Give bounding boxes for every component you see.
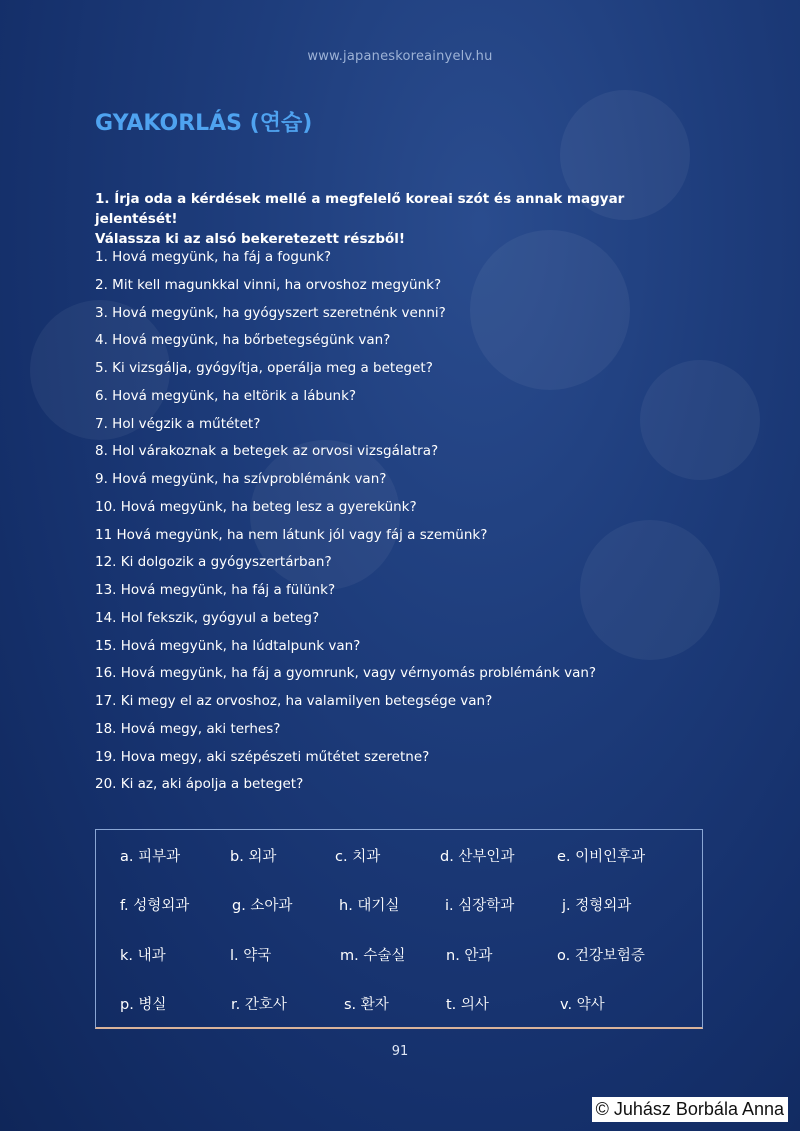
answer-option: e. 이비인후과 [557, 849, 646, 865]
answer-option: j. 정형외과 [562, 898, 632, 914]
question-item: 19. Hova megy, aki szépészeti műtétet szeretne? [95, 748, 430, 765]
answer-options-box [95, 829, 703, 1029]
answer-option: l. 약국 [230, 948, 272, 964]
question-item: 11 Hová megyünk, ha nem látunk jól vagy fáj a szemünk? [95, 526, 488, 543]
answer-option: b. 외과 [230, 849, 277, 865]
instructions-line: Válassza ki az alsó bekeretezett részből! [95, 231, 406, 247]
question-item: 2. Mit kell magunkkal vinni, ha orvoshoz megyünk? [95, 276, 442, 293]
answer-option: i. 심장학과 [445, 898, 515, 914]
question-list [95, 247, 596, 802]
question-item: 13. Hová megyünk, ha fáj a fülünk? [95, 582, 336, 598]
answer-option: d. 산부인과 [440, 849, 515, 865]
question-item: 10. Hová megyünk, ha beteg lesz a gyerekünk? [95, 498, 417, 515]
question-item: 15. Hová megyünk, ha lúdtalpunk van? [95, 637, 361, 654]
answer-option: k. 내과 [120, 948, 166, 964]
question-item: 18. Hová megy, aki terhes? [95, 720, 281, 737]
question-item: 17. Ki megy el az orvoshoz, ha valamilyen betegsége van? [95, 693, 493, 709]
question-item: 7. Hol végzik a műtétet? [95, 415, 261, 432]
question-item: 6. Hová megyünk, ha eltörik a lábunk? [95, 387, 357, 404]
page-number: 91 [391, 1044, 409, 1059]
page-title: GYAKORLÁS (연습) [95, 111, 313, 136]
answer-option: o. 건강보험증 [557, 948, 645, 964]
question-item: 4. Hová megyünk, ha bőrbetegségünk van? [95, 332, 391, 349]
answer-option: c. 치과 [335, 849, 381, 865]
question-item: 1. Hová megyünk, ha fáj a fogunk? [95, 249, 332, 265]
answer-option: g. 소아과 [232, 898, 293, 914]
question-item: 16. Hová megyünk, ha fáj a gyomrunk, vagy vérnyomás problémánk van? [95, 665, 597, 682]
answer-option: v. 약사 [560, 997, 605, 1013]
answer-option: n. 안과 [446, 948, 493, 964]
question-item: 9. Hová megyünk, ha szívproblémánk van? [95, 471, 387, 487]
question-item: 12. Ki dolgozik a gyógyszertárban? [95, 554, 332, 571]
answer-option: h. 대기실 [339, 898, 400, 914]
exercise-instructions [95, 189, 705, 249]
background-decoration [580, 520, 720, 660]
question-item: 14. Hol fekszik, gyógyul a beteg? [95, 609, 320, 626]
site-url: www.japaneskoreainyelv.hu [307, 49, 493, 64]
answer-option: t. 의사 [446, 997, 489, 1013]
answer-option: f. 성형외과 [120, 898, 190, 914]
answer-option: s. 환자 [344, 997, 389, 1013]
question-item: 20. Ki az, aki ápolja a beteget? [95, 776, 304, 793]
background-decoration [640, 360, 760, 480]
answer-option: p. 병실 [120, 997, 167, 1013]
question-item: 5. Ki vizsgálja, gyógyítja, operálja meg a beteget? [95, 360, 433, 376]
answer-option: r. 간호사 [231, 997, 287, 1013]
answer-option: m. 수술실 [340, 948, 406, 964]
answer-option: a. 피부과 [120, 849, 181, 865]
question-item: 8. Hol várakoznak a betegek az orvosi vizsgálatra? [95, 443, 439, 460]
copyright-notice: © Juhász Borbála Anna [592, 1097, 788, 1122]
question-item: 3. Hová megyünk, ha gyógyszert szeretnénk venni? [95, 304, 446, 321]
instructions-line: 1. Írja oda a kérdések mellé a megfelelő koreai szót és annak magyar jelentését! [95, 191, 625, 227]
